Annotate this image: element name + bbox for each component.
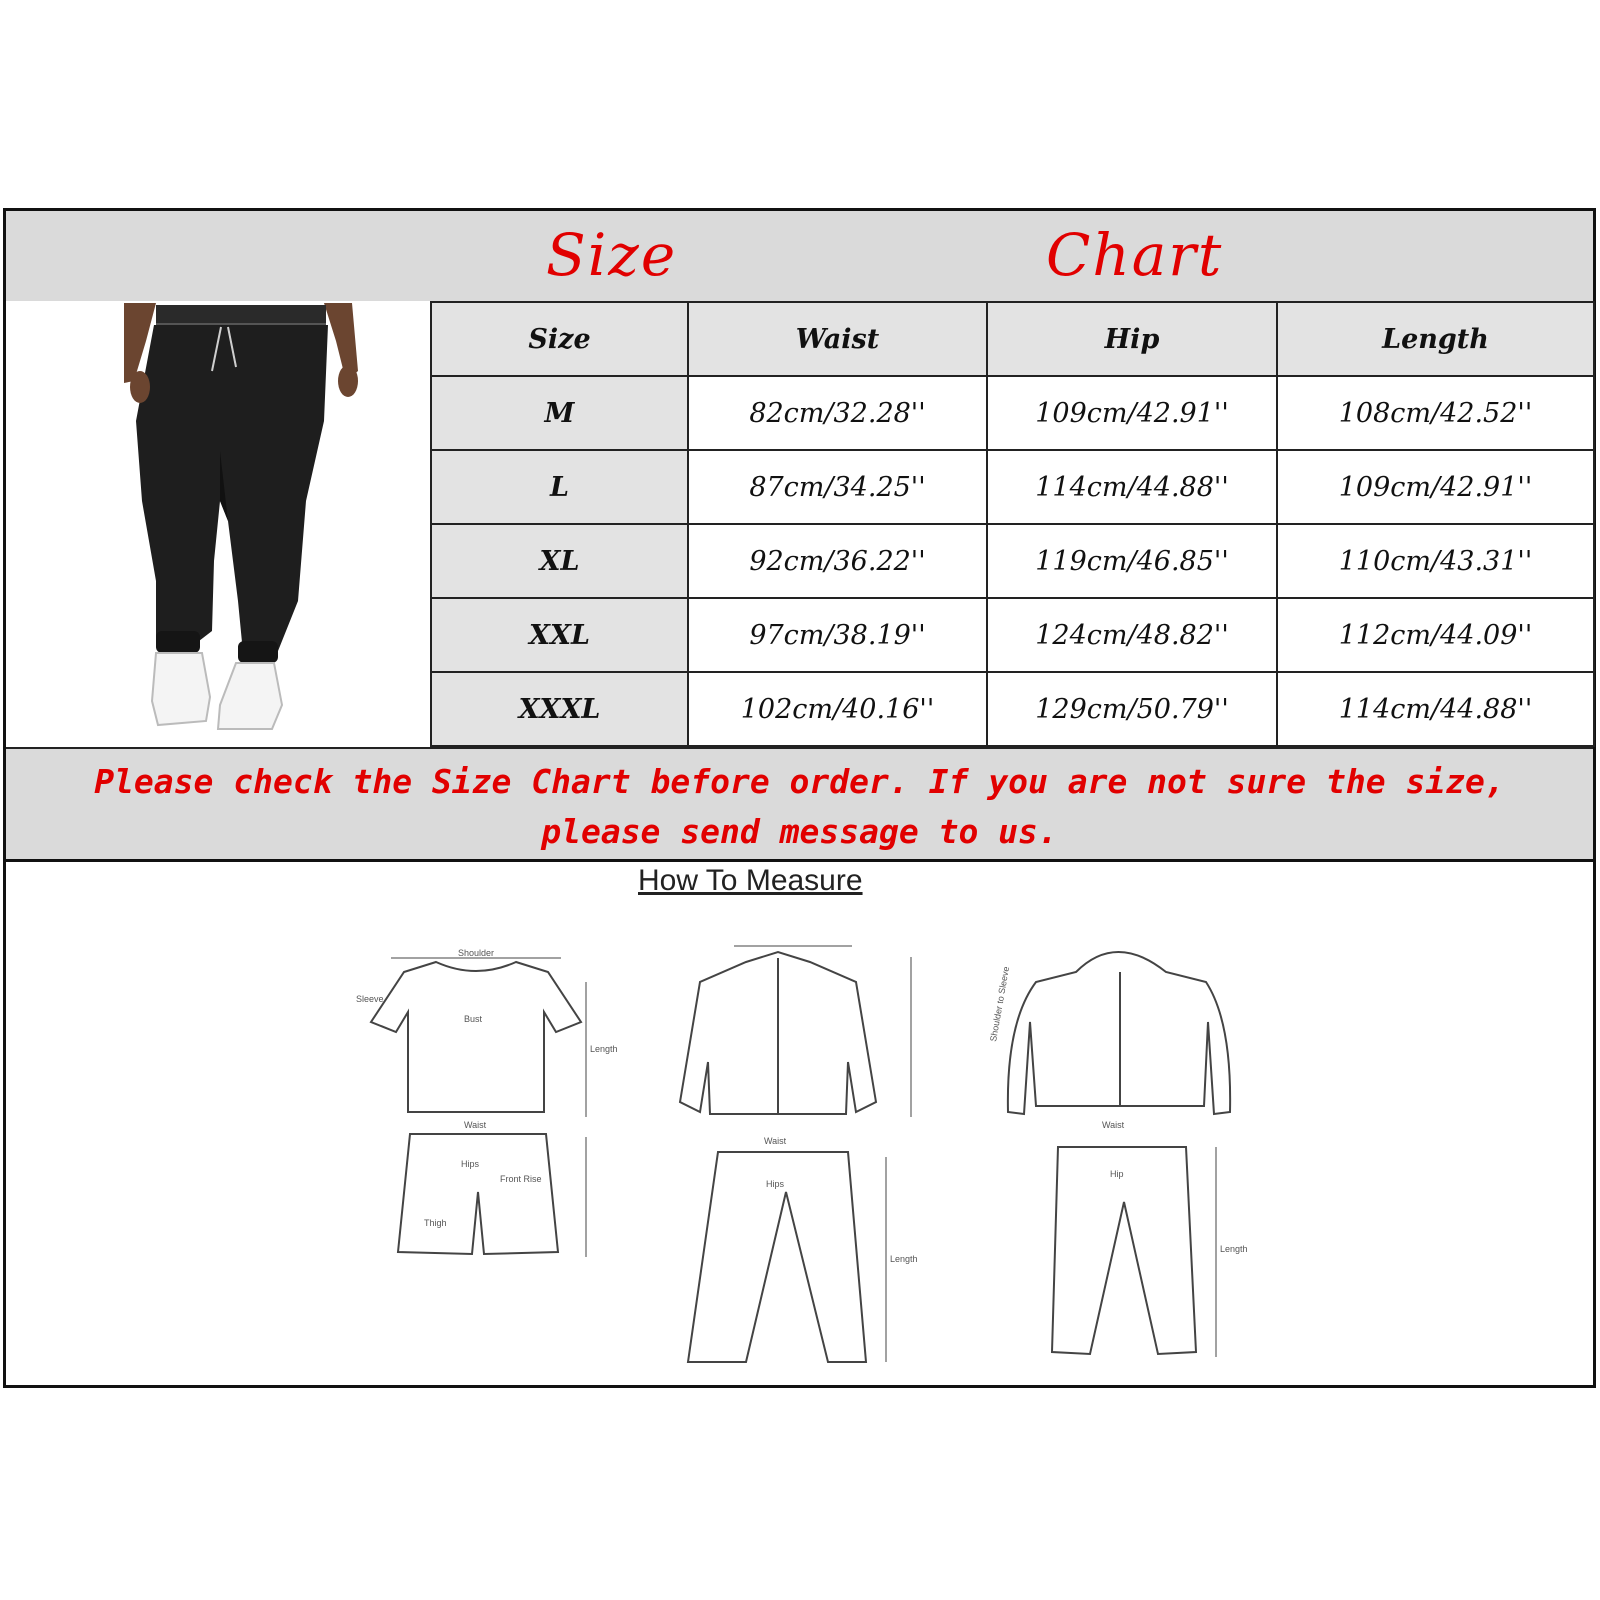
size-table — [430, 301, 1595, 747]
waist-cell: 92cm/36.22'' — [688, 524, 987, 598]
hip-cell: 119cm/46.85'' — [987, 524, 1277, 598]
hip-cell: 109cm/42.91'' — [987, 376, 1277, 450]
waist-cell: 102cm/40.16'' — [688, 672, 987, 746]
product-photo-jogger-pants — [6, 301, 430, 747]
label-shoulder: Shoulder — [458, 948, 495, 958]
size-cell: XXL — [431, 598, 688, 672]
table-row — [431, 450, 1594, 524]
size-cell: L — [431, 450, 688, 524]
table-header-row — [431, 302, 1594, 376]
hip-cell: 129cm/50.79'' — [987, 672, 1277, 746]
title-word-size: Size — [546, 221, 678, 289]
measure-diagrams — [6, 862, 1593, 1385]
label-shoulder-to-sleeve: Shoulder to Sleeve — [988, 965, 1012, 1043]
label-sleeve: Sleeve — [356, 994, 384, 1004]
hip-cell: 124cm/48.82'' — [987, 598, 1277, 672]
title-bar — [6, 211, 1593, 301]
size-cell: XL — [431, 524, 688, 598]
label-front-rise: Front Rise — [500, 1174, 542, 1184]
size-chart-frame — [3, 208, 1596, 1388]
label-waist-pants: Waist — [764, 1136, 787, 1146]
table-row — [431, 376, 1594, 450]
label-waist: Waist — [464, 1120, 487, 1130]
table-row — [431, 524, 1594, 598]
length-cell: 109cm/42.91'' — [1277, 450, 1594, 524]
size-cell: XXXL — [431, 672, 688, 746]
length-cell: 112cm/44.09'' — [1277, 598, 1594, 672]
label-waist-joggers: Waist — [1102, 1120, 1125, 1130]
size-cell: M — [431, 376, 688, 450]
length-cell: 108cm/42.52'' — [1277, 376, 1594, 450]
waist-cell: 82cm/32.28'' — [688, 376, 987, 450]
waist-cell: 97cm/38.19'' — [688, 598, 987, 672]
waist-cell: 87cm/34.25'' — [688, 450, 987, 524]
header-length: Length — [1277, 302, 1594, 376]
label-hips: Hips — [461, 1159, 480, 1169]
how-to-measure-title: How To Measure — [638, 864, 863, 897]
length-cell: 110cm/43.31'' — [1277, 524, 1594, 598]
notice-line-1: Please check the Size Chart before order. If you are not sure the size, — [94, 762, 1505, 801]
joggers-drawing — [1052, 1147, 1196, 1354]
label-hips-pants: Hips — [766, 1179, 785, 1189]
header-size: Size — [431, 302, 688, 376]
length-cell: 114cm/44.88'' — [1277, 672, 1594, 746]
header-waist: Waist — [688, 302, 987, 376]
header-hip: Hip — [987, 302, 1277, 376]
tshirt-drawing — [371, 962, 581, 1112]
table-row — [431, 672, 1594, 746]
title-word-chart: Chart — [1046, 221, 1224, 289]
how-to-measure-section — [6, 859, 1593, 1385]
label-length-joggers: Length — [1220, 1244, 1248, 1254]
notice-line-2: please send message to us. — [541, 812, 1058, 851]
size-notice — [6, 747, 1593, 859]
label-bust: Bust — [464, 1014, 483, 1024]
label-length-pants: Length — [890, 1254, 918, 1264]
label-hip-joggers: Hip — [1110, 1169, 1124, 1179]
label-thigh: Thigh — [424, 1218, 447, 1228]
label-length: Length — [590, 1044, 618, 1054]
shorts-drawing — [398, 1134, 558, 1254]
hip-cell: 114cm/44.88'' — [987, 450, 1277, 524]
table-row — [431, 598, 1594, 672]
